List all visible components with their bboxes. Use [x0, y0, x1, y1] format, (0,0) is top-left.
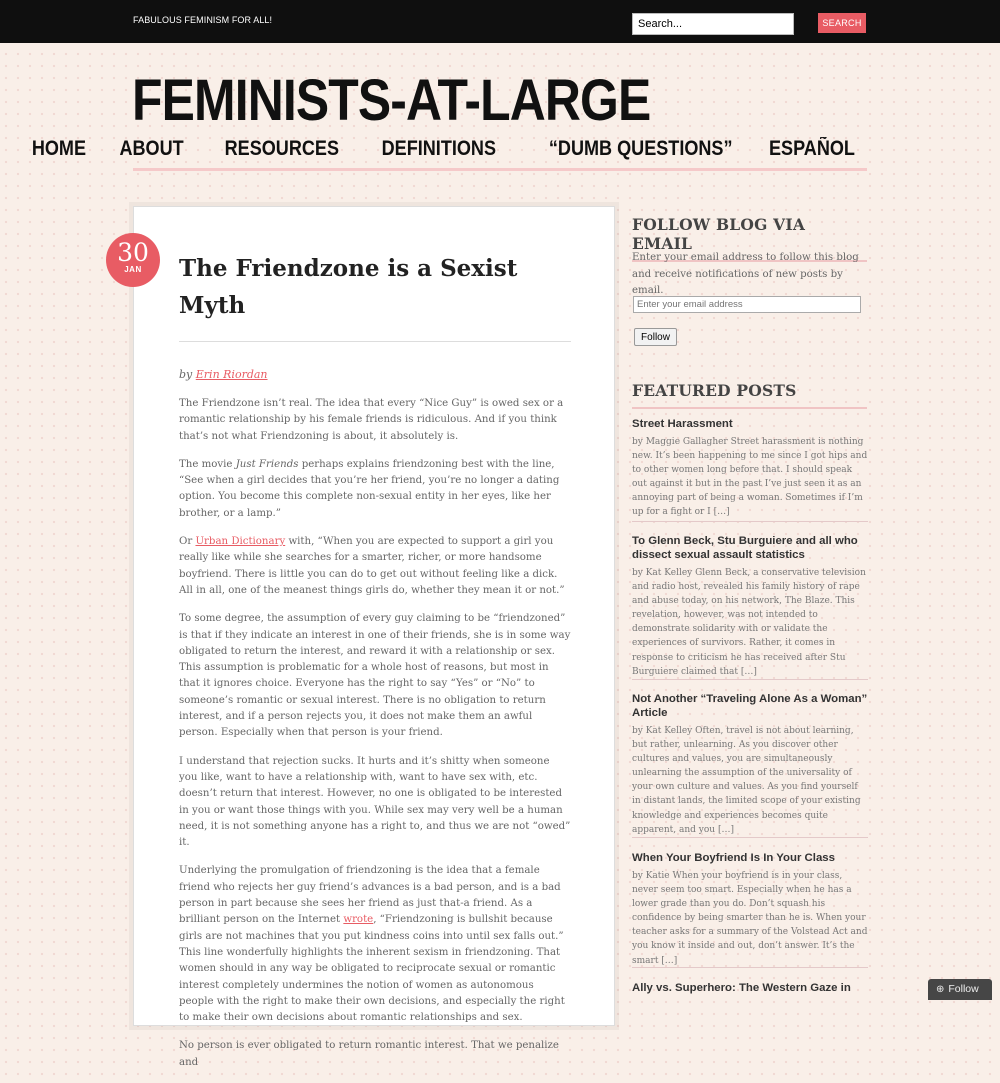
featured-post-title[interactable]: To Glenn Beck, Stu Burguiere and all who dissect sexual assault statistics [632, 535, 858, 561]
top-bar [0, 0, 1000, 43]
featured-divider [632, 679, 868, 680]
post-paragraph: No person is ever obligated to return romantic interest. That we penalize and [179, 1040, 559, 1068]
nav-item-about[interactable]: ABOUT [119, 137, 184, 160]
text-span: Underlying the promulgation of friendzoning is the idea that a female friend who rejects her guy friend’s advances is a bad person, and is a bad person in part because she sees her friend as just that-a friend. As a brilliant person on the Internet [179, 865, 561, 926]
date-month: JAN [124, 265, 142, 274]
site-title[interactable]: FEMINISTS-AT-LARGE [132, 68, 651, 133]
text-span: with, “When you are expected to support a girl you really like while she searches for a smarter, richer, or more handsome boyfriend. There is little you can do to get out without feeling like a dick. All in all, one of the meanest things girls do, whether they mean it or not.” [179, 536, 565, 596]
nav-item-home[interactable]: HOME [31, 137, 86, 160]
featured-post [632, 692, 868, 837]
featured-divider [632, 521, 868, 522]
emphasis-text: Just Friends [235, 458, 299, 470]
email-field[interactable] [633, 296, 861, 313]
post-body [179, 396, 571, 1083]
featured-divider [632, 837, 868, 838]
post-paragraph: I understand that rejection sucks. It hurts and it’s shitty when someone you like, want to have a relationship with, want to have sex with, etc. doesn’t return that interest. However, no one is obligated to be interested in you or want those things with you. While sex may very well be a human need, it is not something anyone has a right to, and thus we are not “owed” it. [179, 755, 571, 849]
post-paragraph: To some degree, the assumption of every guy claiming to be “friendzoned” is that if they indicate an interest in one of their friends, she is in some way obligated to return the interest, and reward it with a relationship or sex. This assumption is problematic for a whole host of reasons, but most in that it ignores choice. Everyone has the right to say “Yes” or “No” to someone’s romantic or sexual interest. There is no obligation to return interest, and if a person rejects you, it does not make them an awful person. Especially when that person is your friend. [179, 613, 571, 739]
text-span: The movie [179, 458, 236, 470]
nav-item-resources[interactable]: RESOURCES [225, 137, 340, 160]
byline-prefix: by [179, 368, 193, 381]
featured-post [632, 417, 868, 520]
search-input[interactable] [632, 13, 794, 35]
featured-post [632, 534, 868, 679]
follow-widget-title: FOLLOW BLOG VIA EMAIL [632, 215, 867, 262]
post-title[interactable]: The Friendzone is a Sexist Myth [179, 255, 518, 319]
nav-item-definitions[interactable]: DEFINITIONS [381, 137, 496, 160]
featured-post [632, 981, 868, 999]
main-nav [31, 134, 867, 171]
urban-dictionary-link[interactable]: Urban Dictionary [195, 536, 286, 548]
nav-item-espanol[interactable]: ESPAÑOL [769, 137, 855, 160]
featured-widget-title: FEATURED POSTS [632, 381, 867, 409]
follow-bar-label: Follow [948, 983, 979, 995]
featured-post-excerpt: by Katie When your boyfriend is in your class, never seem too smart. Especially when he has a lower grade than you do. Don’t squash his confidence by being smarter than he is. When your teacher asks for a summary of the Volstead Act and you know it inside and out, don’t answer. It’s the smart […] [632, 871, 868, 966]
featured-post-excerpt: by Maggie Gallagher Street harassment is nothing new. It’s been happening to me since I got hips and to other women long before that. I should speak out against it but in the past I’ve just seen it as an annoying part of being a woman. Sometimes if I’m up for a fight or I […] [632, 437, 868, 518]
follow-button[interactable]: Follow [634, 328, 677, 346]
post-paragraph [179, 863, 571, 1026]
featured-post-excerpt: by Kat Kelley Often, travel is not about learning, but rather, unlearning. As you discover other cultures and values, you are simultaneously unlearning the assumption of the universality of your own culture and values. As you find yourself in distant lands, the limited scope of your existing knowledge and experiences becomes quite apparent, and you […] [632, 726, 861, 835]
featured-post-excerpt: by Kat Kelley Glenn Beck, a conservative television and radio host, revealed his family history of rape and abuse today, on his network, The Blaze. This revelation, however, was not intended to demonstrate solidarity with or validate the experiences of survivors. Rather, it comes in response to criticism he has received after Stu Burguiere claimed that […] [632, 568, 866, 677]
date-day: 30 [117, 238, 149, 267]
wrote-link[interactable]: wrote [343, 914, 374, 926]
featured-divider [632, 967, 868, 968]
featured-post-title[interactable]: Ally vs. Superhero: The Western Gaze in [632, 982, 851, 994]
date-badge [106, 233, 160, 287]
text-span: , “Friendzoning is bullshit because girls are not machines that you put kindness coins into until sex falls out.” This line wonderfully highlights the inherent sexism in friendzoning. That women should in any way be obligated to reciprocate sexual or romantic interest completely undermines the notion of women as autonomous people with the right to make their own decisions, and especially the right to make their own decisions about romantic relationships and sex. [179, 914, 565, 1024]
featured-post [632, 851, 868, 968]
post-paragraph [179, 534, 571, 599]
author-link[interactable]: Erin Riordan [195, 368, 268, 381]
post-paragraph: The Friendzone isn’t real. The idea that every “Nice Guy” is owed sex or a romantic relationship by his female friends is ridiculous. And if you think that’s not what Friendzoning is about, it absolutely is. [179, 398, 564, 442]
featured-post-title[interactable]: When Your Boyfriend Is In Your Class [632, 852, 835, 864]
post-paragraph [179, 457, 571, 522]
featured-post-title[interactable]: Street Harassment [632, 418, 733, 430]
text-span: perhaps explains friendzoning best with the line, “See when a girl decides that you’re her friend, you’re no longer a dating option. You become this complete non-sexual entity in her eyes, like her brother, or a lamp.” [179, 458, 560, 519]
site-tagline: FABULOUS FEMINISM FOR ALL! [133, 15, 273, 25]
nav-item-dumb-questions[interactable]: “DUMB QUESTIONS” [548, 137, 733, 160]
search-button[interactable]: SEARCH [818, 13, 866, 33]
featured-post-title[interactable]: Not Another “Traveling Alone As a Woman” Article [632, 693, 868, 719]
plus-circle-icon: ⊕ [936, 984, 945, 995]
text-span: Or [179, 536, 196, 548]
follow-bar-button[interactable] [928, 979, 992, 1000]
byline [179, 368, 268, 381]
follow-description: Enter your email address to follow this blog and receive notifications of new posts by email. [632, 252, 859, 296]
title-divider [179, 341, 571, 342]
